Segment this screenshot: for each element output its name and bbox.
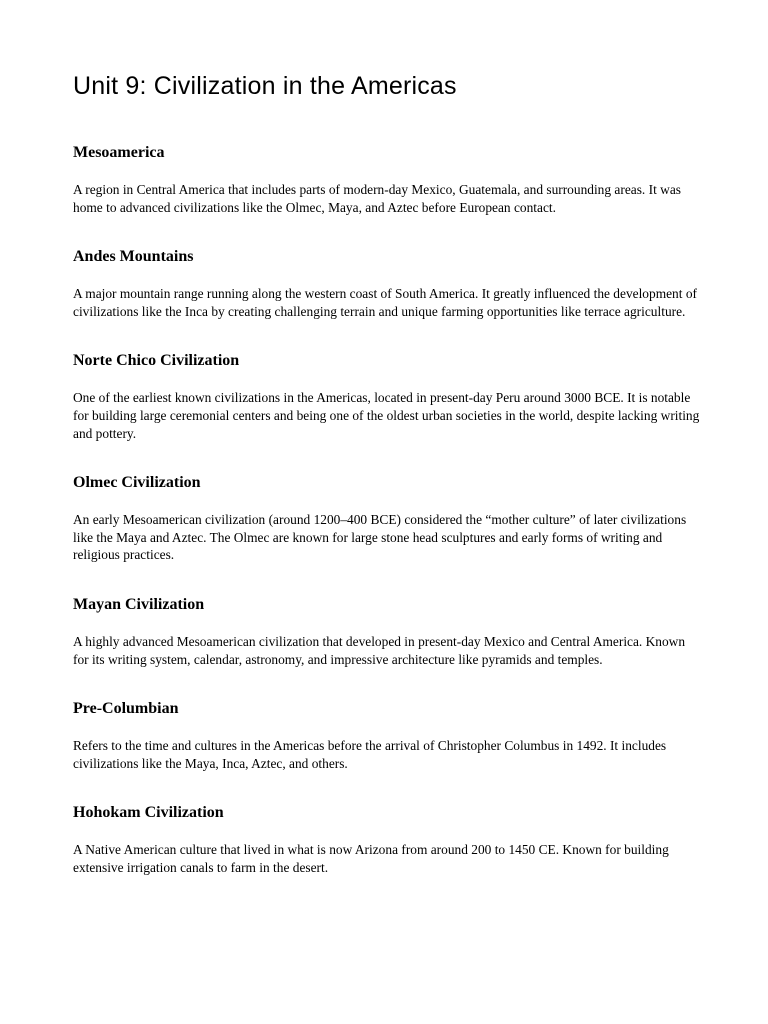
term-mesoamerica	[73, 142, 703, 216]
term-heading: Mesoamerica	[73, 144, 165, 161]
term-mayan	[73, 594, 703, 668]
term-definition: A Native American culture that lived in what is now Arizona from around 200 to 1450 CE. Known for building extensive irrigation canals to farm in the desert.	[73, 842, 669, 875]
term-pre-columbian	[73, 698, 703, 772]
term-definition: A major mountain range running along the western coast of South America. It greatly influenced the development of civilizations like the Inca by creating challenging terrain and unique farming opportunities like terrace agriculture.	[73, 286, 697, 319]
term-definition: One of the earliest known civilizations in the Americas, located in present-day Peru around 3000 BCE. It is notable for building large ceremonial centers and being one of the oldest urban societies in the world, despite lacking writing and pottery.	[73, 390, 700, 441]
term-olmec	[73, 472, 703, 564]
term-heading: Pre-Columbian	[73, 700, 179, 718]
term-heading: Mayan Civilization	[73, 595, 205, 613]
page-title: Unit 9: Civilization in the Americas	[73, 72, 457, 100]
term-norte-chico	[73, 350, 703, 442]
term-definition: Refers to the time and cultures in the Americas before the arrival of Christopher Columbus in 1492. It includes civilizations like the Maya, Inca, Aztec, and others.	[73, 738, 667, 771]
term-definition: A region in Central America that includes parts of modern-day Mexico, Guatemala, and surrounding areas. It was home to advanced civilizations like the Olmec, Maya, and Aztec before European contact.	[73, 182, 681, 215]
document-page	[73, 68, 703, 877]
term-definition: A highly advanced Mesoamerican civilization that developed in present-day Mexico and Central America. Known for its writing system, calendar, astronomy, and impressive architecture like pyramids and temples.	[73, 633, 686, 667]
term-definition: An early Mesoamerican civilization (around 1200–400 BCE) considered the “mother culture” of later civilizations like the Maya and Aztec. The Olmec are known for large stone head sculptures and early forms of writing and religious practices.	[73, 512, 687, 563]
term-andes-mountains	[73, 246, 703, 320]
term-heading: Olmec Civilization	[73, 474, 201, 492]
term-heading: Hohokam Civilization	[73, 804, 224, 822]
term-hohokam	[73, 802, 703, 876]
term-heading: Andes Mountains	[73, 248, 194, 266]
term-heading: Norte Chico Civilization	[73, 352, 240, 370]
